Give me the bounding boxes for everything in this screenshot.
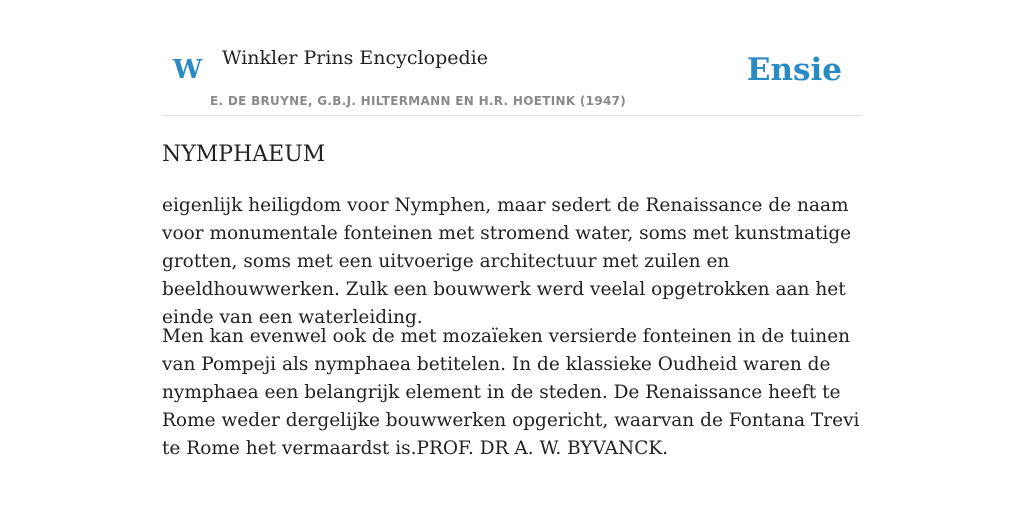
- entry-title: NYMPHAEUM: [162, 142, 326, 167]
- source-title[interactable]: Winkler Prins Encyclopedie: [222, 47, 488, 69]
- entry-paragraph-1: eigenlijk heiligdom voor Nymphen, maar sedert de Renaissance de naam voor monumentale fonteinen met stromend water, soms met kunstmatige grotten, soms met een uitvoerige architectuur met zuilen en beeldhouwwerken. Zulk een bouwwerk werd veelal opgetrokken aan het einde van een waterleiding.: [162, 195, 852, 328]
- entry-card: [162, 0, 862, 459]
- source-authors: E. DE BRUYNE, G.B.J. HILTERMANN EN H.R. HOETINK (1947): [210, 94, 627, 108]
- source-logo-icon[interactable]: W: [173, 55, 203, 85]
- entry-paragraph-2: Men kan evenwel ook de met mozaïeken versierde fonteinen in de tuinen van Pompeji als nymphaea betitelen. In de klassieke Oudheid waren de nymphaea een belangrijk element in de steden. De Renaissance heeft te Rome weder dergelijke bouwwerken opgericht, waarvan de Fontana Trevi te Rome het vermaardst is.PROF. DR A. W. BYVANCK.: [162, 326, 860, 459]
- ensie-logo[interactable]: Ensie: [746, 52, 842, 88]
- entry-header: [162, 0, 862, 116]
